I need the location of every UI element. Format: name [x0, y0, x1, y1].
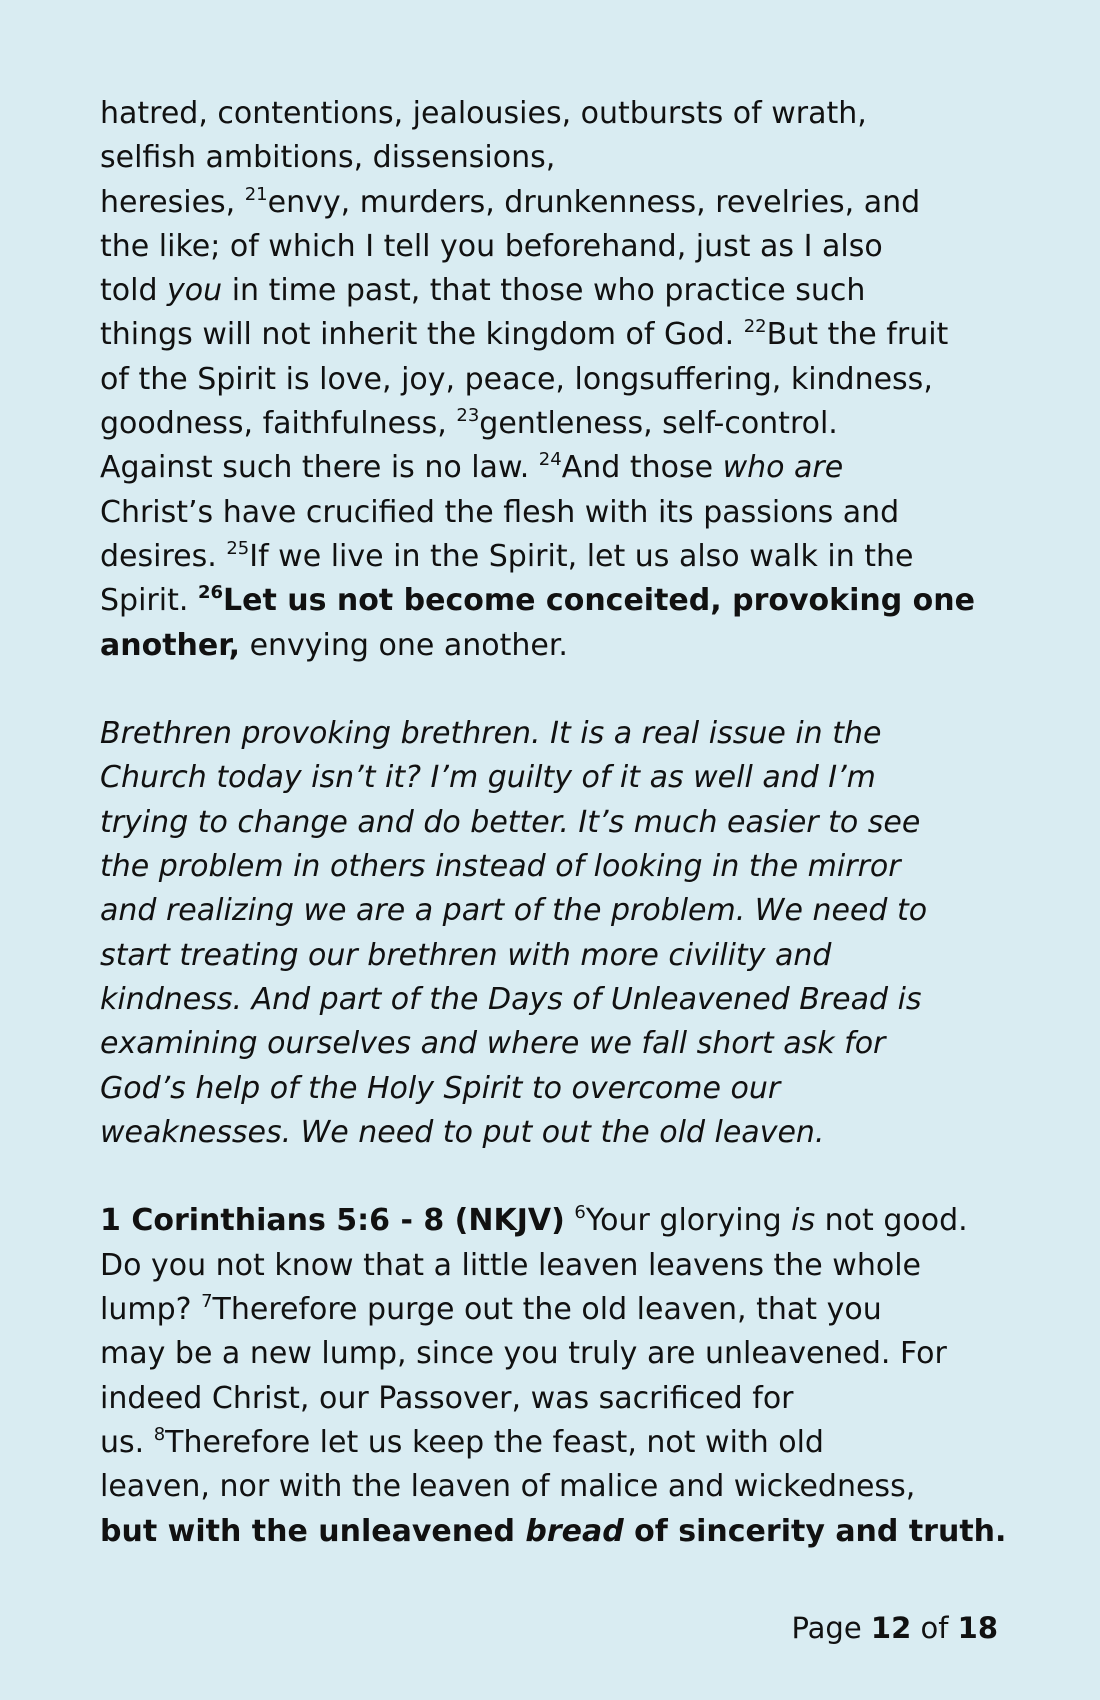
italic-text: you: [167, 273, 223, 309]
text: indeed Christ, our Passover, was sacrificed for: [100, 1380, 794, 1416]
text: may be a new lump, since you truly are unleavened. For: [100, 1336, 947, 1372]
commentary-line: God’s help of the Holy Spirit to overcome our: [100, 1070, 781, 1106]
text: us.: [100, 1424, 154, 1460]
text: But the fruit: [766, 317, 949, 353]
text: in time past, that those who practice such: [222, 273, 866, 309]
text: Do you not know that a little leaven leavens the whole: [100, 1247, 922, 1283]
text-line: [100, 1465, 1000, 1509]
text-line: [100, 1510, 1007, 1554]
scripture-passage-corinthians: [100, 1199, 1007, 1553]
text-line: [100, 313, 1000, 357]
bold-text: but with the unleavened: [100, 1513, 526, 1549]
verse-number: 22: [743, 316, 767, 338]
text: envying one another.: [240, 627, 568, 663]
text-line: [100, 269, 1000, 313]
italic-text: is: [791, 1203, 816, 1239]
text: Christ’s have crucified the flesh with its passions and: [100, 494, 900, 530]
text: lump?: [100, 1292, 202, 1328]
text: heresies,: [100, 184, 245, 220]
text: things will not inherit the kingdom of God.: [100, 317, 744, 353]
text-line: [100, 446, 1000, 490]
text-line: [100, 358, 1000, 402]
verse-number: 21: [244, 183, 268, 205]
text: hatred, contentions, jealousies, outbursts of wrath,: [100, 96, 867, 131]
text: envy, murders, drunkenness, revelries, and: [267, 184, 921, 220]
page-of-label: of: [911, 1611, 958, 1645]
text: Against such there is no law.: [100, 450, 539, 486]
text-line: [100, 92, 1000, 136]
scripture-reference: 1 Corinthians 5:6 - 8 (NKJV): [100, 1203, 565, 1239]
verse-number: 6: [574, 1202, 586, 1224]
bold-italic-text: bread: [525, 1513, 624, 1549]
commentary-line: start treating our brethren with more civility and: [100, 937, 832, 973]
paragraph-gap: [100, 1155, 1000, 1199]
text-line: [100, 402, 1000, 446]
bold-text: of sincerity and truth.: [623, 1513, 1007, 1549]
commentary-line: and realizing we are a part of the problem. We need to: [100, 893, 928, 929]
commentary-line: examining ourselves and where we fall short ask for: [100, 1026, 886, 1062]
verse-number: 23: [456, 405, 480, 427]
bold-text: Let us not become conceited, provoking one: [223, 583, 975, 619]
text: Therefore purge out the old leaven, that you: [212, 1292, 882, 1328]
verse-number: 8: [153, 1423, 166, 1445]
text: If we live in the Spirit, let us also walk in the: [249, 538, 914, 574]
current-page: 12: [870, 1611, 912, 1645]
text-line: [100, 1288, 1000, 1332]
text-line: [100, 579, 1000, 623]
text-line: [100, 1377, 1000, 1421]
commentary-line: Church today isn’t it? I’m guilty of it as well and I’m: [100, 760, 876, 796]
text: Your glorying: [585, 1203, 792, 1239]
commentary-line: the problem in others instead of looking in the mirror: [100, 849, 901, 885]
text: Spirit.: [100, 583, 198, 619]
page-content: [100, 92, 1007, 1554]
text: Therefore let us keep the feast, not with old: [165, 1424, 824, 1460]
verse-number: 7: [201, 1291, 213, 1313]
text: gentleness, self-control.: [479, 406, 838, 442]
commentary-paragraph: [100, 712, 1000, 1155]
text: goodness, faithfulness,: [100, 406, 457, 442]
text: not good.: [815, 1203, 968, 1239]
scripture-passage-galatians: [100, 92, 1000, 668]
commentary-line: kindness. And part of the Days of Unleavened Bread is: [100, 981, 922, 1017]
bold-text: another,: [100, 627, 241, 663]
commentary-line: trying to change and do better. It’s much easier to see: [100, 804, 921, 840]
text-line: [100, 1244, 1000, 1288]
verse-number: 25: [226, 537, 250, 559]
text: And those: [561, 450, 723, 486]
verse-number: 24: [538, 449, 562, 471]
text: told: [100, 273, 168, 309]
text: selfish ambitions, dissensions,: [100, 140, 556, 176]
text-line: [100, 225, 1000, 269]
commentary-line: weaknesses. We need to put out the old leaven.: [100, 1114, 825, 1150]
text: leaven, nor with the leaven of malice and wickedness,: [100, 1469, 916, 1505]
italic-text: who are: [722, 450, 844, 486]
text: the like; of which I tell you beforehand, just as I also: [100, 228, 883, 264]
total-pages: 18: [957, 1611, 998, 1645]
text-line: [100, 181, 1000, 225]
text-line: [100, 1332, 1000, 1376]
verse-number: 26: [197, 582, 223, 604]
text-line: [100, 535, 1000, 579]
text-line: [100, 1199, 1000, 1243]
text-line: [100, 1421, 1000, 1465]
page-label: Page: [791, 1611, 871, 1645]
text-line: [100, 491, 1000, 535]
text: desires.: [100, 538, 227, 574]
page-number: [791, 1606, 998, 1650]
paragraph-gap: [100, 668, 1000, 712]
text-line: [100, 136, 1000, 180]
text: of the Spirit is love, joy, peace, longsuffering, kindness,: [100, 361, 933, 397]
text-line: [100, 624, 1000, 668]
commentary-line: Brethren provoking brethren. It is a real issue in the: [100, 716, 882, 752]
